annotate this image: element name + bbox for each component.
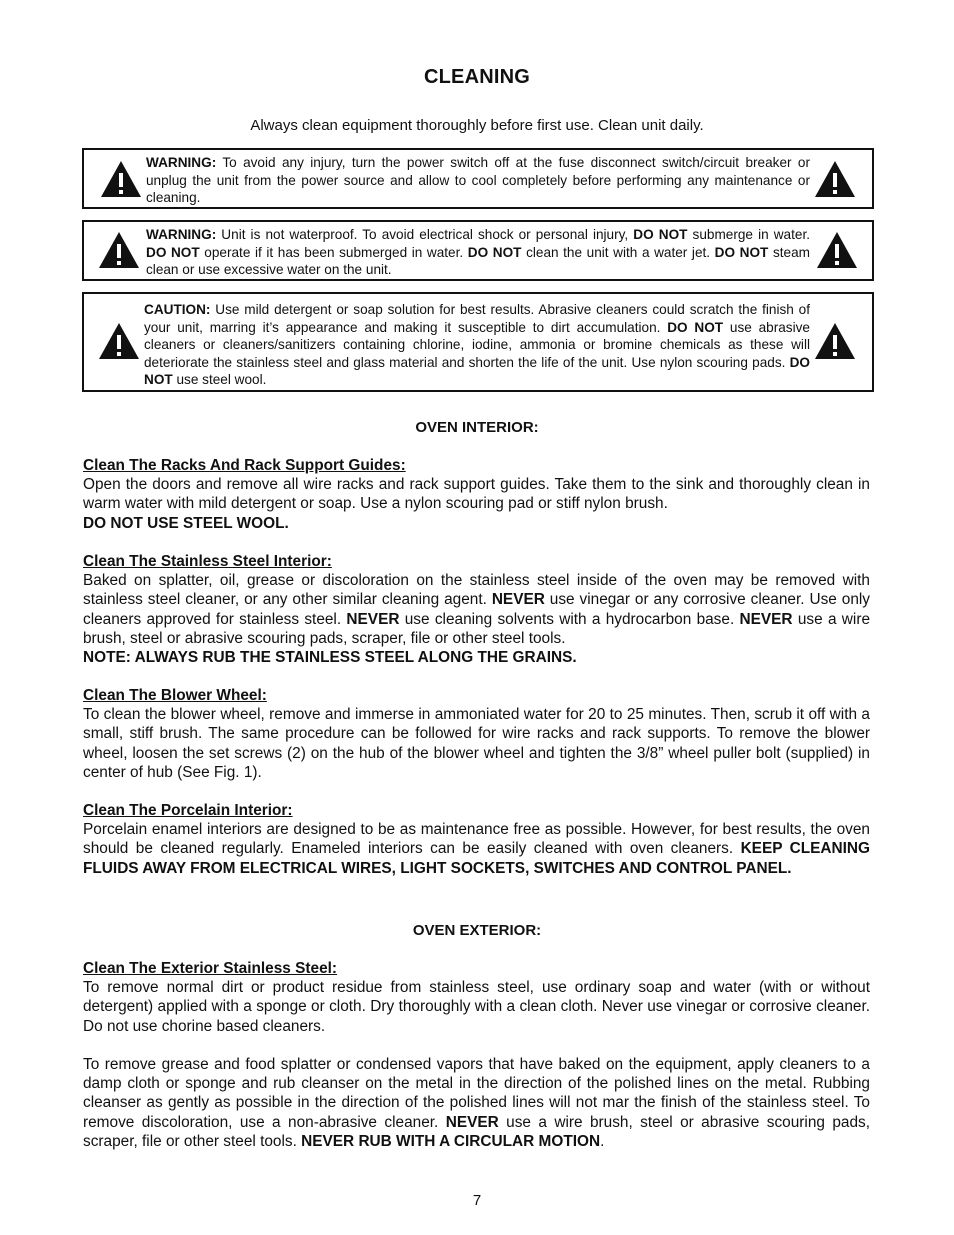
stainless-interior-text: Baked on splatter, oil, grease or discoloration on the stainless steel inside of the oven may be removed with stainless steel cleaner, or any other similar cleaning agent. NEVER use vinegar or any corrosive cleaner. Use only cleaners approved for stainless steel. NEVER use cleaning solvents with a hydrocarbon base. NEVER use a wire brush, steel or abrasive scouring pads, scraper, file or other steel tools. bbox=[83, 572, 871, 647]
stainless-interior-heading: Clean The Stainless Steel Interior: bbox=[83, 553, 332, 570]
warning-message: WARNING: Unit is not waterproof. To avoid electrical shock or personal injury, DO NOT submerge in water. DO NOT operate if it has been submerged in water. DO NOT clean the unit with a water jet. DO NOT steam clean or use excessive water on the unit. bbox=[146, 227, 810, 277]
caution-box bbox=[82, 292, 874, 392]
exterior-stainless-text: To remove normal dirt or product residue from stainless steel, use ordinary soap and water (with or without detergent) applied with a sponge or cloth. Dry thoroughly with a clean cloth. Never use vinegar or corrosive cleaner. Do not use chorine based cleaners. bbox=[83, 979, 870, 1035]
porcelain-heading: Clean The Porcelain Interior: bbox=[83, 802, 293, 819]
exterior-stainless-heading: Clean The Exterior Stainless Steel: bbox=[83, 960, 338, 977]
racks-heading: Clean The Racks And Rack Support Guides: bbox=[83, 457, 406, 474]
blower-heading: Clean The Blower Wheel: bbox=[83, 687, 267, 704]
warning-triangle-icon bbox=[816, 231, 858, 269]
warning-box-waterproof bbox=[82, 220, 874, 281]
warning-triangle-icon bbox=[814, 322, 856, 360]
caution-message: CAUTION: Use mild detergent or soap solution for best results. Abrasive cleaners could scratch the finish of your unit, marring it’s appearance and making it susceptible to dirt accumulation. DO NOT use abrasive cleaners or cleaners/sanitizers containing chlorine, iodine, ammonia or bromine chemicals as these will deteriorate the stainless steel and glass material and shorten the life of the unit. Use nylon scouring pads. DO NOT use steel wool. bbox=[144, 302, 810, 387]
racks-note: DO NOT USE STEEL WOOL. bbox=[83, 514, 289, 532]
exterior-stainless-paragraph-2: To remove grease and food splatter or condensed vapors that have baked on the equipment, apply cleaners to a damp cloth or sponge and rub cleanser on the metal in the direction of the polished lines on the metal. Rubbing cleanser as gently as possible in the direction of the polished lines will not mar the finish of the stainless steel. To remove discoloration, use a non-abrasive cleaner. NEVER use a wire brush, steel or abrasive scouring pads, scraper, file or other steel tools. NEVER RUB WITH A CIRCULAR MOTION. bbox=[83, 1056, 870, 1150]
warning-label: WARNING: bbox=[146, 155, 217, 170]
warning-label: WARNING: bbox=[146, 227, 217, 242]
porcelain-text: Porcelain enamel interiors are designed to be as maintenance free as possible. However, for best results, the oven should be cleaned regularly. Enameled interiors can be easily cleaned with oven cleaners. KEEP CLEANING FLUIDS AWAY FROM ELECTRICAL WIRES, LIGHT SOCKETS, SWITCHES AND CONTROL PANEL. bbox=[83, 821, 870, 877]
racks-section bbox=[83, 456, 870, 533]
warning-triangle-icon bbox=[98, 231, 140, 269]
page-title: CLEANING bbox=[423, 66, 531, 88]
caution-label: CAUTION: bbox=[144, 302, 211, 317]
racks-text: Open the doors and remove all wire racks and rack support guides. Take them to the sink and thoroughly clean in warm water with mild detergent or soap. Use a nylon scouring pad or stiff nylon brush. bbox=[83, 476, 870, 513]
exterior-stainless-section bbox=[83, 959, 870, 1036]
stainless-interior-section bbox=[83, 552, 870, 667]
page-number: 7 bbox=[472, 1192, 482, 1209]
warning-box-power bbox=[82, 148, 874, 209]
oven-exterior-heading: OVEN EXTERIOR: bbox=[412, 922, 542, 939]
warning-triangle-icon bbox=[98, 322, 140, 360]
porcelain-section bbox=[83, 801, 870, 878]
blower-text: To clean the blower wheel, remove and immerse in ammoniated water for 20 to 25 minutes. Then, scrub it off with a small, stiff brush. The same procedure can be followed for wire racks and rack supports. To remove the blower wheel, loosen the set screws (2) on the hub of the blower wheel and tighten the 3/8” wheel puller bolt (supplied) in center of hub (See Fig. 1). bbox=[83, 706, 870, 781]
warning-triangle-icon bbox=[100, 160, 142, 198]
warning-triangle-icon bbox=[814, 160, 856, 198]
oven-interior-heading: OVEN INTERIOR: bbox=[415, 419, 539, 436]
blower-section bbox=[83, 686, 870, 782]
intro-text: Always clean equipment thoroughly before first use. Clean unit daily. bbox=[250, 117, 704, 134]
warning-message: WARNING: To avoid any injury, turn the power switch off at the fuse disconnect switch/circuit breaker or unplug the unit from the power source and allow to cool completely before performing any maintenance or cleaning. bbox=[146, 155, 810, 205]
stainless-interior-note: NOTE: ALWAYS RUB THE STAINLESS STEEL ALONG THE GRAINS. bbox=[83, 649, 577, 667]
